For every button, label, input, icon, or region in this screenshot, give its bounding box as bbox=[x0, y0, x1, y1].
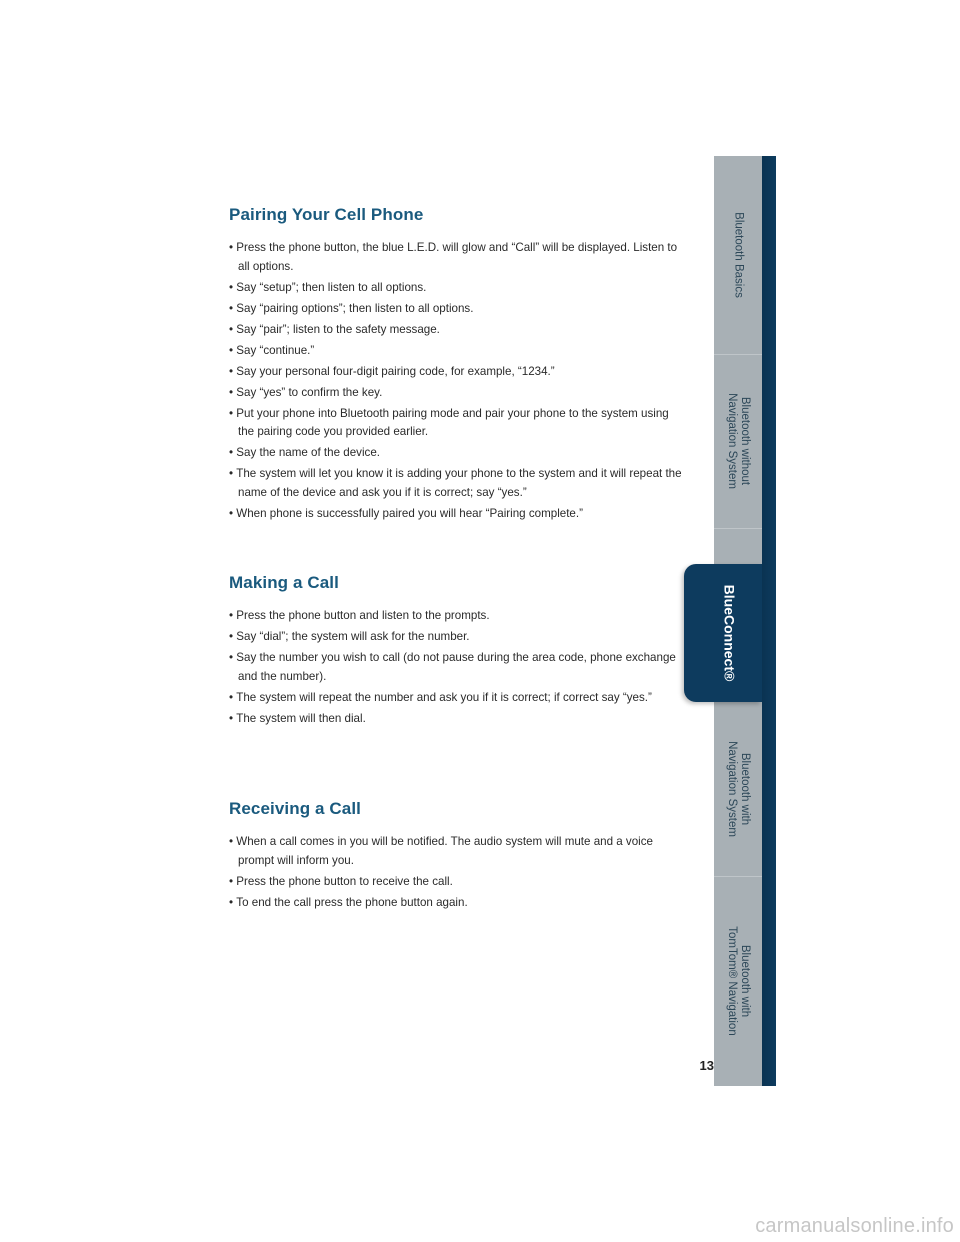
tab-bluetooth-with-navigation[interactable] bbox=[714, 702, 762, 877]
bullet-list bbox=[229, 239, 684, 523]
tab-blueconnect[interactable] bbox=[684, 564, 762, 702]
list-item: • The system will then dial. bbox=[229, 710, 684, 729]
tab-label-line: TomTom® Navigation bbox=[726, 926, 738, 1036]
list-item: • Put your phone into Bluetooth pairing mode and pair your phone to the system using the pairing code you provided earlier. bbox=[229, 405, 684, 442]
list-item: • Say the name of the device. bbox=[229, 444, 684, 463]
section-title: Making a Call bbox=[229, 573, 339, 592]
tab-label-line: Bluetooth with bbox=[739, 752, 751, 826]
list-item: • Say your personal four-digit pairing code, for example, “1234.” bbox=[229, 363, 684, 382]
list-item: • Say “setup”; then listen to all options. bbox=[229, 279, 684, 298]
tab-label-line: BlueConnect® bbox=[721, 584, 738, 682]
bullet-list bbox=[229, 833, 684, 912]
list-item: • Press the phone button and listen to the prompts. bbox=[229, 607, 684, 626]
tab-label-line: Navigation System bbox=[726, 741, 738, 837]
tab-label-line: Bluetooth without bbox=[739, 396, 751, 486]
list-item: • Say “continue.” bbox=[229, 342, 684, 361]
tab-label-line: Navigation System bbox=[726, 393, 738, 489]
section-pairing bbox=[229, 205, 684, 526]
list-item: • Press the phone button, the blue L.E.D. will glow and “Call” will be displayed. Listen to all options. bbox=[229, 239, 684, 276]
tab-label bbox=[725, 926, 751, 1035]
list-item: • Say “dial”; the system will ask for the number. bbox=[229, 628, 684, 647]
tab-label-line: Bluetooth with bbox=[739, 944, 751, 1018]
section-title: Receiving a Call bbox=[229, 799, 361, 818]
tab-spine bbox=[762, 156, 776, 1086]
section-receiving-call bbox=[229, 799, 684, 915]
bullet-list bbox=[229, 607, 684, 728]
list-item: • To end the call press the phone button again. bbox=[229, 894, 684, 913]
watermark: carmanualsonline.info bbox=[755, 1215, 954, 1237]
tab-label bbox=[725, 393, 751, 489]
section-making-call bbox=[229, 573, 684, 731]
list-item: • Say the number you wish to call (do not pause during the area code, phone exchange and the number). bbox=[229, 649, 684, 686]
section-title: Pairing Your Cell Phone bbox=[229, 205, 424, 224]
list-item: • The system will repeat the number and ask you if it is correct; if correct say “yes.” bbox=[229, 689, 684, 708]
list-item: • Press the phone button to receive the call. bbox=[229, 873, 684, 892]
tab-label bbox=[723, 585, 736, 682]
list-item: • When a call comes in you will be notified. The audio system will mute and a voice prompt will inform you. bbox=[229, 833, 684, 870]
section-tabs bbox=[714, 156, 762, 1086]
page-number: 13 bbox=[699, 1058, 714, 1073]
list-item: • When phone is successfully paired you will hear “Pairing complete.” bbox=[229, 505, 684, 524]
list-item: • Say “pair”; listen to the safety message. bbox=[229, 321, 684, 340]
list-item: • The system will let you know it is adding your phone to the system and it will repeat the name of the device and ask you if it is correct; say “yes.” bbox=[229, 465, 684, 502]
list-item: • Say “pairing options”; then listen to all options. bbox=[229, 300, 684, 319]
list-item: • Say “yes” to confirm the key. bbox=[229, 384, 684, 403]
tab-label bbox=[725, 741, 751, 837]
tab-label bbox=[732, 212, 745, 298]
tab-bluetooth-basics[interactable] bbox=[714, 156, 762, 355]
tab-label-line: Bluetooth Basics bbox=[732, 212, 745, 298]
tab-bluetooth-without-navigation[interactable] bbox=[714, 354, 762, 529]
tab-bluetooth-with-tomtom[interactable] bbox=[714, 876, 762, 1086]
